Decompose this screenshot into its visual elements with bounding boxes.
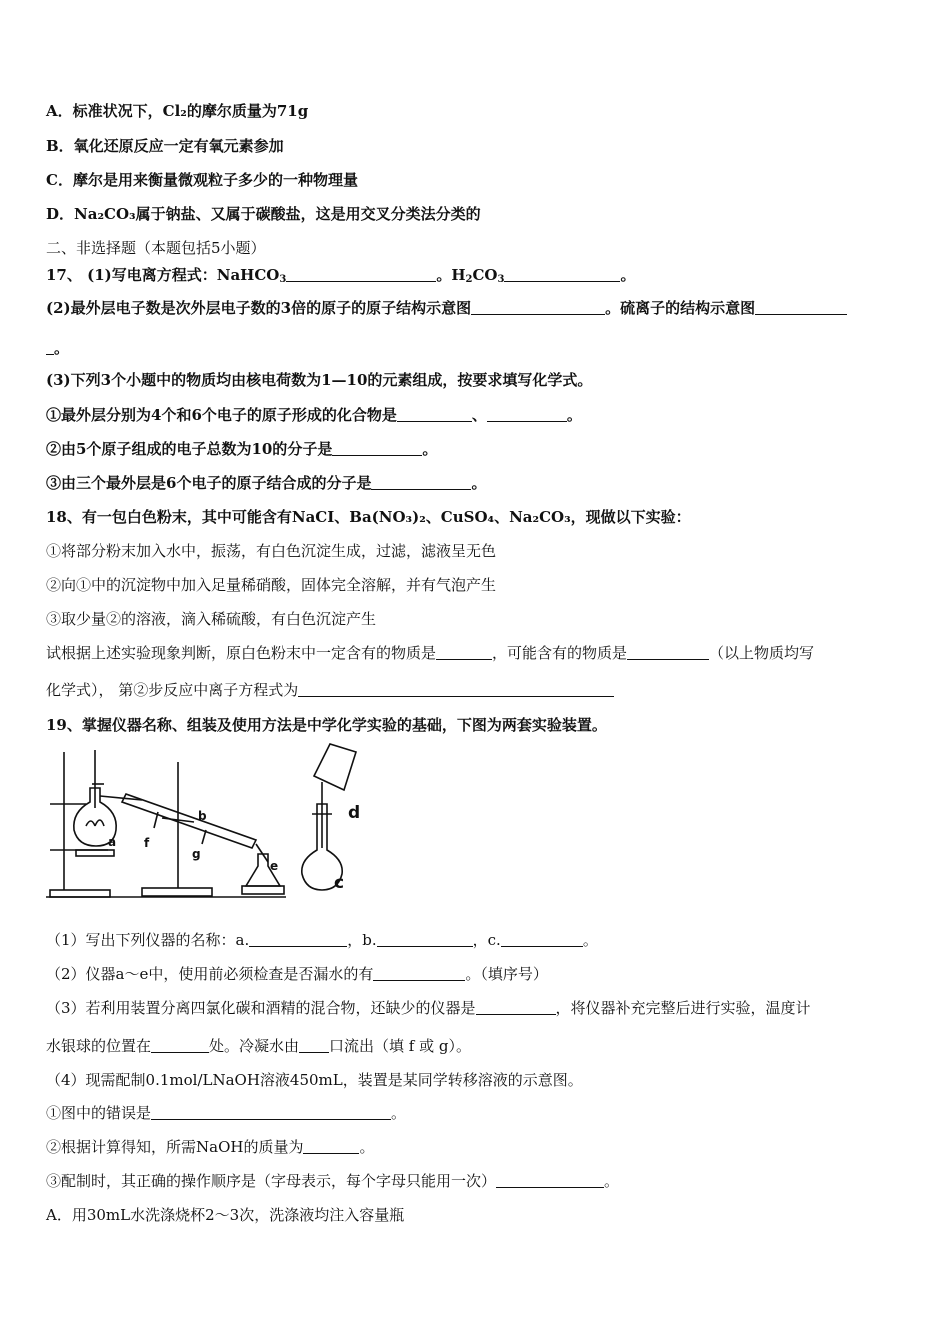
- label-c: c: [334, 873, 345, 893]
- q19-stem: 19、掌握仪器名称、组装及使用方法是中学化学实验的基础，下图为两套实验装置。: [46, 716, 607, 734]
- answer-blank[interactable]: [476, 999, 556, 1015]
- option-a: A．标准状况下，Cl₂的摩尔质量为71g: [46, 102, 309, 120]
- answer-blank[interactable]: [286, 266, 436, 282]
- answer-blank[interactable]: [373, 965, 465, 981]
- label-e: e: [270, 859, 279, 873]
- q17-part1: 17、 (1)写电离方程式：NaHCO$_3$ 。$H_2CO_3$ 。: [46, 266, 636, 285]
- q17-item1: ①最外层分别为4个和6个电子的原子形成的化合物是 、 。: [46, 406, 582, 424]
- q19-part2: （2）仪器a～e中，使用前必须检查是否漏水的有 。（填序号）: [46, 965, 548, 983]
- label-f: f: [144, 836, 150, 850]
- answer-blank[interactable]: [249, 931, 347, 947]
- option-b: B．氧化还原反应一定有氧元素参加: [46, 137, 284, 155]
- q19-part3: （3）若利用装置分离四氯化碳和酒精的混合物，还缺少的仪器是 ，将仪器补充完整后进行实验，温度计: [46, 999, 811, 1017]
- answer-blank[interactable]: [487, 406, 567, 422]
- answer-blank[interactable]: [627, 644, 709, 660]
- answer-blank[interactable]: [151, 1037, 209, 1053]
- option-d: D．Na₂CO₃属于钠盐、又属于碳酸盐，这是用交叉分类法分类的: [46, 205, 481, 223]
- q17-item2: ②由5个原子组成的电子总数为10的分子是 。: [46, 440, 438, 458]
- q18-question: 试根据上述实验现象判断，原白色粉末中一定含有的物质是 ，可能含有的物质是 （以上物质均写: [46, 644, 815, 662]
- q19-part4-item1: ①图中的错误是 。: [46, 1104, 407, 1122]
- beaker-d: [314, 744, 356, 790]
- q18-step1: ①将部分粉末加入水中，振荡，有白色沉淀生成，过滤，滤液呈无色: [46, 542, 497, 560]
- answer-blank[interactable]: [377, 931, 473, 947]
- answer-blank[interactable]: [471, 299, 605, 315]
- answer-blank[interactable]: [332, 440, 422, 456]
- q18-step2: ②向①中的沉淀物中加入足量稀硝酸，固体完全溶解，并有气泡产生: [46, 576, 497, 594]
- answer-blank[interactable]: [755, 299, 847, 315]
- water-outlet-g: [202, 830, 206, 844]
- label-a: a: [108, 835, 117, 849]
- q17-part2: (2)最外层电子数是次外层电子数的3倍的原子的原子结构示意图 。硫离子的结构示意图: [46, 298, 847, 318]
- label-d: d: [348, 803, 361, 823]
- answer-blank[interactable]: [303, 1138, 359, 1154]
- answer-blank[interactable]: [371, 474, 471, 490]
- q19-option-a: A．用30mL水洗涤烧杯2～3次，洗涤液均注入容量瓶: [46, 1206, 405, 1224]
- q18-stem: 18、有一包白色粉末，其中可能含有NaCI、Ba(NO₃)₂、CuSO₄、Na₂CO₃，现做以下实验：: [46, 508, 691, 526]
- q17-part2-cont: 。: [46, 338, 69, 358]
- answer-blank[interactable]: [504, 266, 620, 282]
- answer-blank[interactable]: [397, 406, 472, 422]
- section-heading: 二、非选择题（本题包括5小题）: [46, 239, 266, 257]
- label-g: g: [192, 847, 201, 861]
- q18-step3: ③取少量②的溶液，滴入稀硫酸，有白色沉淀产生: [46, 610, 377, 628]
- apparatus-figure: [46, 742, 376, 900]
- answer-blank[interactable]: [299, 1037, 329, 1053]
- answer-blank[interactable]: [436, 644, 492, 660]
- answer-blank[interactable]: [46, 339, 54, 355]
- q19-part4-item3: ③配制时，其正确的操作顺序是（字母表示，每个字母只能用一次） 。: [46, 1172, 620, 1190]
- answer-blank[interactable]: [496, 1172, 604, 1188]
- q19-part4-item2: ②根据计算得知，所需NaOH的质量为 。: [46, 1138, 375, 1156]
- stand-base: [50, 890, 110, 897]
- answer-blank[interactable]: [501, 931, 583, 947]
- q19-part1: （1）写出下列仪器的名称：a. ，b. ，c. 。: [46, 931, 598, 949]
- label-b: b: [198, 809, 207, 823]
- q19-part3-cont: 水银球的位置在 处。冷凝水由 口流出（填 f 或 g）。: [46, 1037, 471, 1055]
- q19-part4: （4）现需配制0.1mol/LNaOH溶液450mL，装置是某同学转移溶液的示意图。: [46, 1071, 583, 1089]
- q17-part3: (3)下列3个小题中的物质均由核电荷数为1—10的元素组成，按要求填写化学式。: [46, 371, 593, 389]
- answer-blank[interactable]: [298, 681, 614, 697]
- option-c: C．摩尔是用来衡量微观粒子多少的一种物理量: [46, 171, 358, 189]
- q18-question-cont: 化学式）， 第②步反应中离子方程式为: [46, 680, 614, 700]
- answer-blank[interactable]: [151, 1104, 391, 1120]
- q17-item3: ③由三个最外层是6个电子的原子结合成的分子是 。: [46, 474, 487, 492]
